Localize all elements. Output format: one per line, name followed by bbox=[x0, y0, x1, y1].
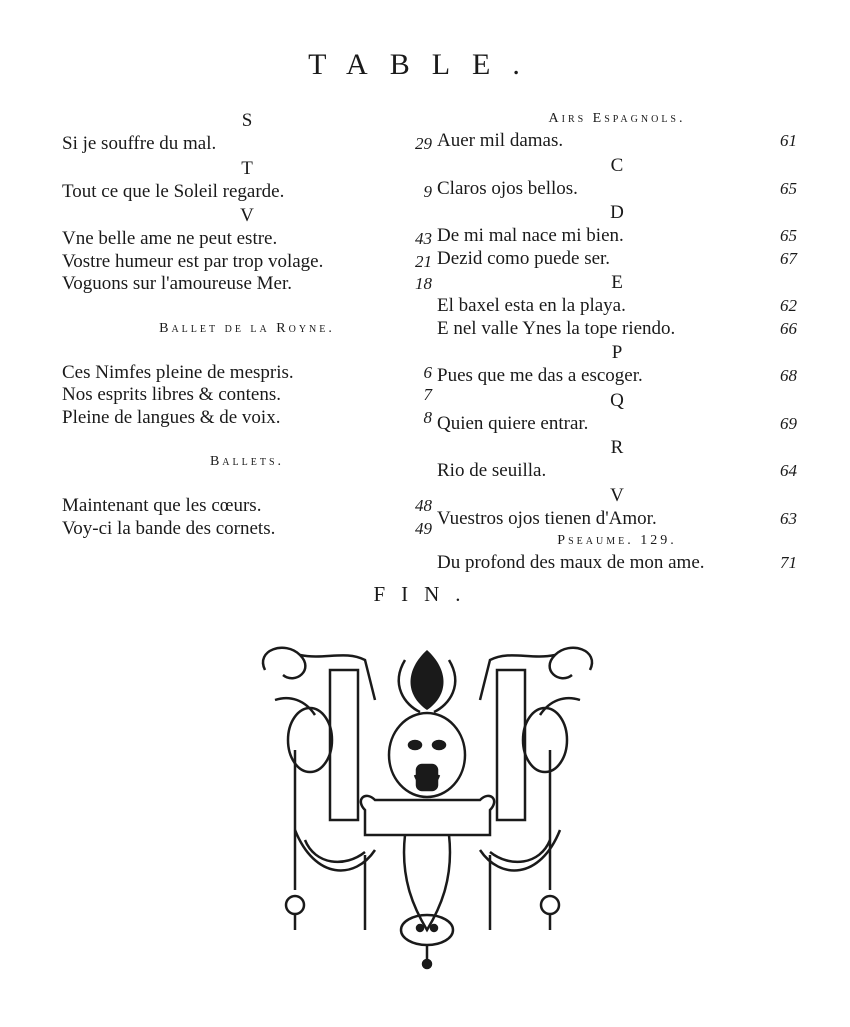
spacer bbox=[62, 296, 432, 318]
section-letter-v: V bbox=[610, 484, 624, 506]
section-letter-q: Q bbox=[610, 389, 624, 411]
entry-page: 21 bbox=[415, 251, 432, 271]
entry-title: Vostre humeur est par trop volage. bbox=[62, 250, 324, 272]
entry-page: 9 bbox=[423, 181, 432, 201]
entry-title: De mi mal nace mi bien. bbox=[437, 225, 624, 246]
index-entry bbox=[62, 407, 432, 430]
entry-page: 18 bbox=[415, 274, 432, 293]
index-entry bbox=[437, 460, 797, 483]
section-letter-t: T bbox=[241, 157, 253, 179]
section-letter-p: P bbox=[611, 342, 623, 363]
spacer bbox=[62, 429, 432, 451]
entry-page: 65 bbox=[780, 226, 797, 245]
index-entry bbox=[437, 130, 797, 153]
index-entry bbox=[437, 508, 797, 531]
section-letter-r: R bbox=[610, 437, 624, 458]
entry-title: Nos esprits libres & contens. bbox=[62, 384, 282, 405]
index-entry bbox=[437, 295, 797, 318]
entry-title: Pleine de langues & de voix. bbox=[62, 406, 281, 428]
entry-page: 62 bbox=[780, 296, 797, 315]
entry-page: 7 bbox=[423, 385, 432, 404]
section-heading-ballets: Ballets. bbox=[209, 454, 285, 469]
section-letter-e: E bbox=[611, 272, 623, 293]
entry-title: Voguons sur l'amoureuse Mer. bbox=[62, 273, 292, 294]
entry-title: Quien quiere entrar. bbox=[437, 412, 589, 434]
entry-title: Auer mil damas. bbox=[437, 130, 564, 151]
index-entry bbox=[62, 362, 432, 385]
entry-title: Vuestros ojos tienen d'Amor. bbox=[437, 507, 657, 529]
entry-title: Tout ce que le Soleil regarde. bbox=[62, 180, 285, 202]
entry-title: Pues que me das a escoger. bbox=[437, 365, 643, 386]
entry-title: Maintenant que les cœurs. bbox=[62, 495, 262, 516]
entry-page: 68 bbox=[780, 366, 797, 385]
entry-title: Rio de seuilla. bbox=[437, 460, 547, 481]
section-letter-v: V bbox=[240, 205, 254, 226]
entry-page: 63 bbox=[780, 508, 797, 528]
index-entry bbox=[62, 181, 432, 204]
index-entry bbox=[437, 248, 797, 271]
entry-title: Voy-ci la bande des cornets. bbox=[62, 517, 276, 539]
index-entry bbox=[62, 495, 432, 518]
entry-page: 71 bbox=[780, 553, 797, 572]
section-heading-pseaume: Pseaume. 129. bbox=[557, 533, 677, 548]
entry-title: E nel valle Ynes la tope riendo. bbox=[437, 317, 676, 339]
spacer bbox=[62, 473, 432, 495]
index-entry bbox=[62, 384, 432, 407]
index-entry bbox=[437, 365, 797, 388]
entry-page: 66 bbox=[780, 318, 797, 338]
spacer bbox=[62, 340, 432, 362]
entry-page: 29 bbox=[415, 134, 432, 153]
entry-page: 64 bbox=[780, 461, 797, 480]
entry-page: 65 bbox=[780, 178, 797, 198]
index-entry bbox=[437, 225, 797, 248]
entry-page: 49 bbox=[415, 518, 432, 538]
entry-title: Dezid como puede ser. bbox=[437, 247, 611, 269]
entry-title: Du profond des maux de mon ame. bbox=[437, 552, 705, 573]
entry-page: 48 bbox=[415, 496, 432, 515]
entry-page: 67 bbox=[780, 248, 797, 268]
entry-page: 61 bbox=[780, 131, 797, 150]
right-column bbox=[437, 108, 797, 575]
index-entry bbox=[62, 518, 432, 541]
section-heading-ballet: Ballet de la Royne. bbox=[159, 320, 335, 336]
fin-label: FIN. bbox=[373, 582, 477, 606]
entry-page: 69 bbox=[780, 413, 797, 433]
index-entry bbox=[62, 133, 432, 156]
index-entry bbox=[62, 251, 432, 274]
entry-title: Claros ojos bellos. bbox=[437, 177, 578, 199]
entry-title: Si je souffre du mal. bbox=[62, 133, 217, 154]
index-entry bbox=[437, 552, 797, 575]
ornament-icon bbox=[255, 640, 600, 970]
index-entry bbox=[437, 413, 797, 436]
index-entry bbox=[437, 318, 797, 341]
section-letter-s: S bbox=[241, 110, 253, 131]
index-entry bbox=[62, 228, 432, 251]
entry-title: Vne belle ame ne peut estre. bbox=[62, 228, 278, 249]
section-letter-d: D bbox=[610, 202, 624, 223]
index-entry bbox=[437, 178, 797, 201]
entry-page: 8 bbox=[423, 407, 432, 427]
entry-title: Ces Nimfes pleine de mespris. bbox=[62, 361, 294, 383]
section-letter-c: C bbox=[610, 154, 624, 176]
index-entry bbox=[62, 273, 432, 296]
left-column bbox=[62, 108, 432, 540]
section-heading-airs: Airs Espagnols. bbox=[548, 111, 686, 126]
entry-page: 43 bbox=[415, 229, 432, 248]
page-title: TABLE. bbox=[308, 48, 542, 81]
entry-title: El baxel esta en la playa. bbox=[437, 295, 626, 316]
entry-page: 6 bbox=[423, 362, 432, 382]
